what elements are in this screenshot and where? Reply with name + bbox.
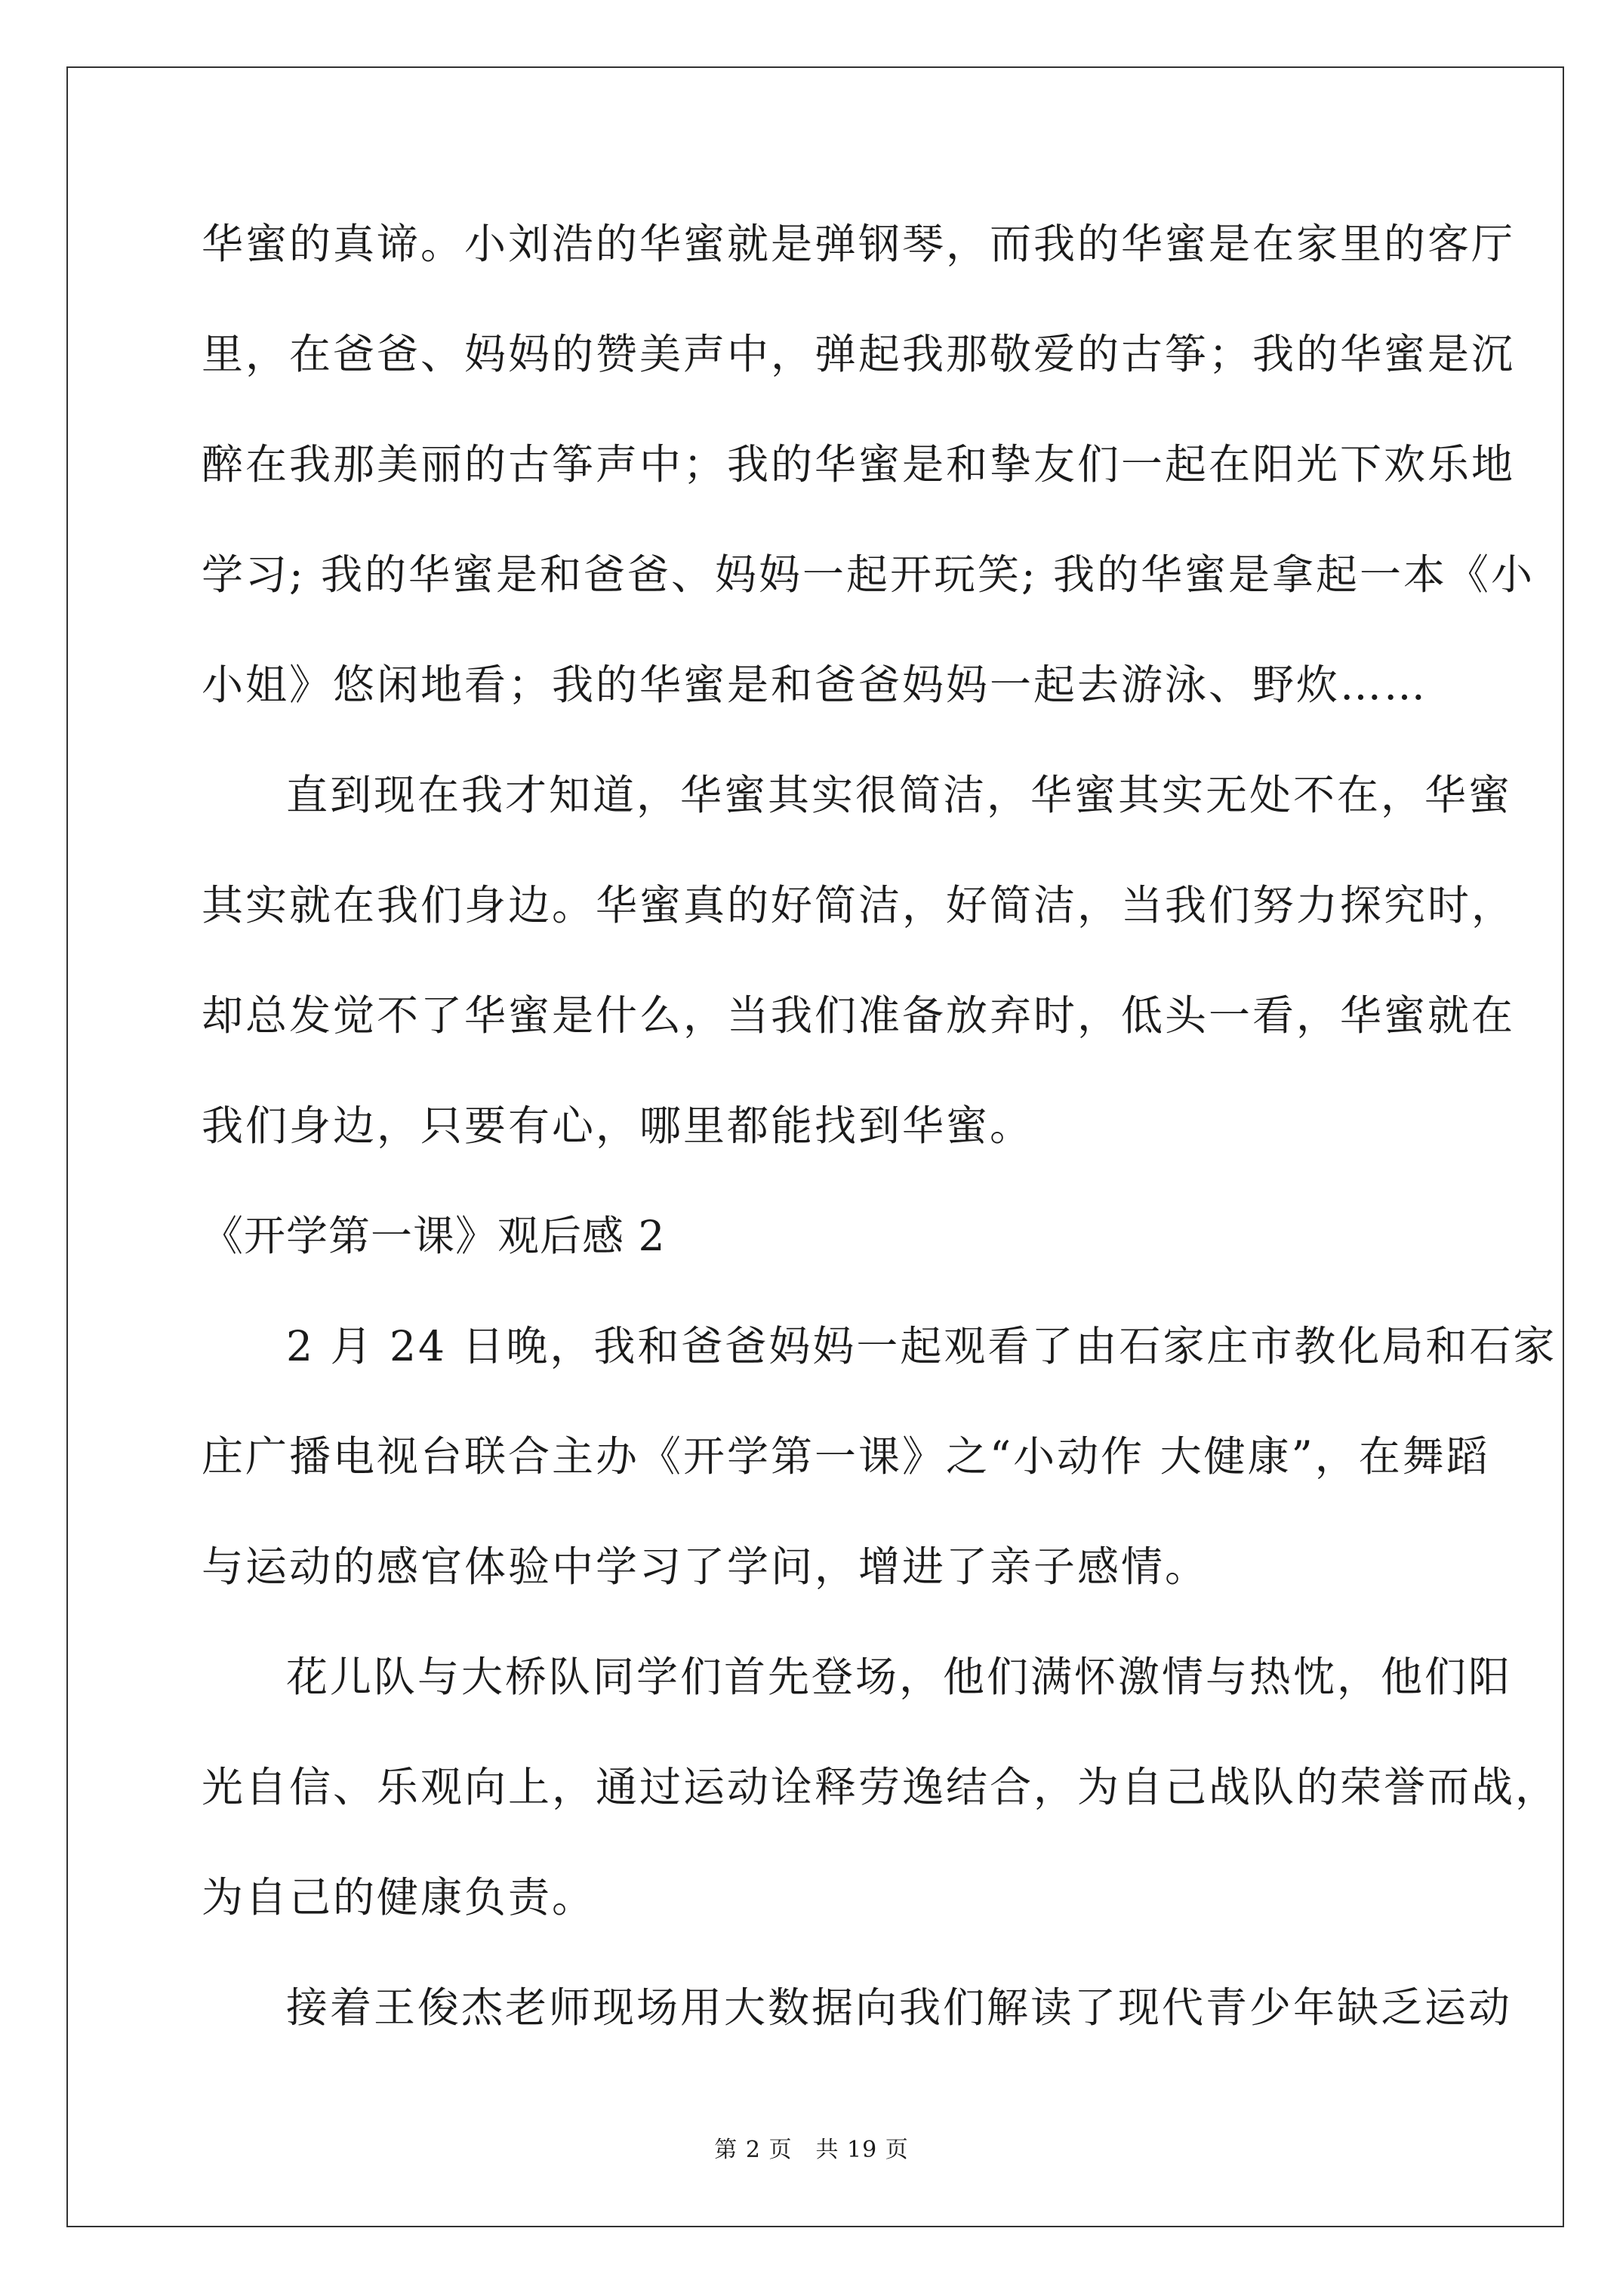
paragraph-line: 里，在爸爸、妈妈的赞美声中，弹起我那敬爱的古筝；我的华蜜是沉: [202, 330, 1516, 378]
paragraph-line: 为自己的健康负责。: [202, 1873, 596, 1922]
paragraph-line: 庄广播电视台联合主办《开学第一课》之“小动作 大健康”，在舞蹈: [202, 1432, 1490, 1481]
paragraph-line: 其实就在我们身边。华蜜真的好简洁，好简洁，当我们努力探究时，: [202, 881, 1516, 929]
paragraph-line: 与运动的感官体验中学习了学问，增进了亲子感情。: [202, 1542, 1209, 1591]
paragraph-line: 接着王俊杰老师现场用大数据向我们解读了现代青少年缺乏运动: [286, 1983, 1513, 2032]
paragraph-line: 2 月 24 日晚，我和爸爸妈妈一起观看了由石家庄市教化局和石家: [286, 1322, 1557, 1370]
paragraph-line: 花儿队与大桥队同学们首先登场，他们满怀激情与热忱，他们阳: [286, 1653, 1513, 1701]
document-body: [202, 211, 1560, 2085]
paragraph-line: 华蜜的真谛。小刘浩的华蜜就是弹钢琴，而我的华蜜是在家里的客厅: [202, 220, 1516, 268]
paragraph-line: 学习; 我的华蜜是和爸爸、妈妈一起开玩笑; 我的华蜜是拿起一本《小: [202, 550, 1535, 599]
paragraph-line: 却总发觉不了华蜜是什么，当我们准备放弃时，低头一看，华蜜就在: [202, 991, 1516, 1040]
paragraph-line: 醉在我那美丽的古筝声中；我的华蜜是和挚友们一起在阳光下欢乐地: [202, 440, 1516, 488]
paragraph-line: 小姐》悠闲地看；我的华蜜是和爸爸妈妈一起去游泳、野炊……: [202, 661, 1428, 709]
paragraph-line: 我们身边，只要有心，哪里都能找到华蜜。: [202, 1102, 1034, 1150]
paragraph-line: 直到现在我才知道，华蜜其实很简洁，华蜜其实无处不在，华蜜: [286, 771, 1513, 819]
section-heading: 《开学第一课》观后感 2: [202, 1212, 666, 1260]
page-number-footer: 第 2 页 共 19 页: [714, 2137, 909, 2163]
paragraph-line: 光自信、乐观向上，通过运动诠释劳逸结合，为自己战队的荣誉而战，: [202, 1763, 1560, 1811]
